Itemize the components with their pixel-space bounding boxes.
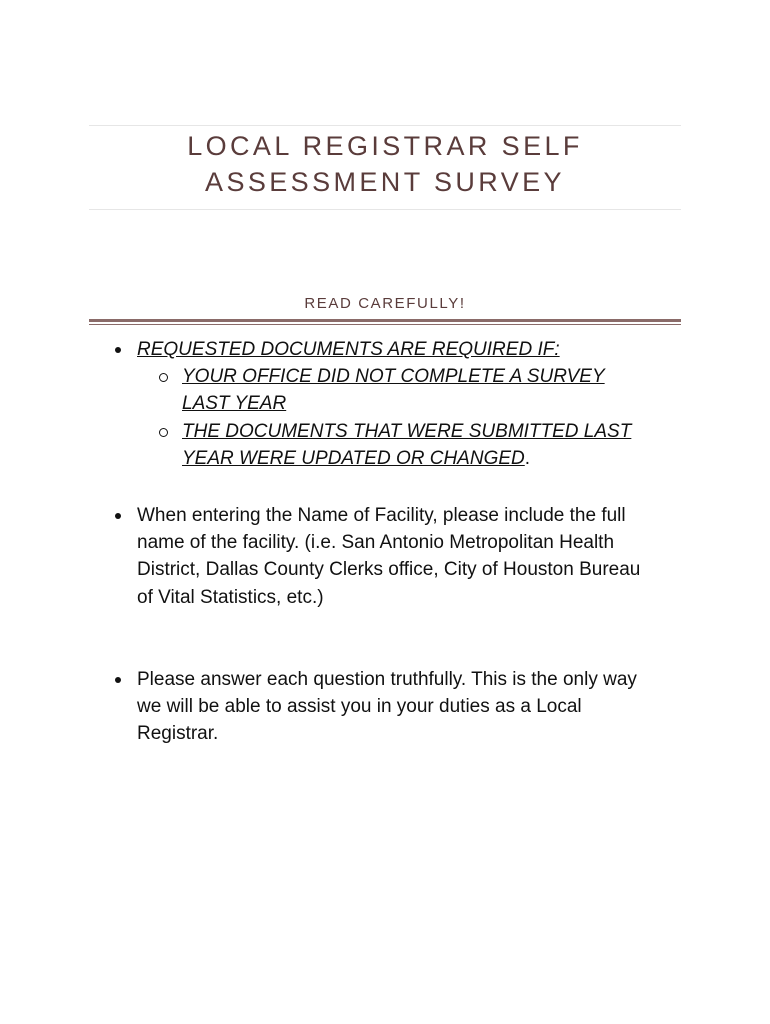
truthful-instruction-line-2: we will be able to assist you in your duties as a Local: [137, 696, 582, 717]
facility-instruction-line-1: When entering the Name of Facility, please include the full: [137, 505, 626, 526]
page-title-line-2: ASSESSMENT SURVEY: [205, 167, 565, 197]
sub-bullet-2-line-2: YEAR WERE UPDATED OR CHANGED: [182, 448, 525, 469]
facility-instruction-line-4: of Vital Statistics, etc.): [137, 587, 324, 608]
sub-bullet-2-line-2-wrap: [182, 445, 530, 472]
truthful-instruction-line-1: Please answer each question truthfully. This is the only way: [137, 669, 637, 690]
sub-bullet-1-line-2: LAST YEAR: [182, 393, 287, 414]
sub-bullet-2-period: .: [524, 448, 531, 469]
facility-instruction-line-2: name of the facility. (i.e. San Antonio Metropolitan Health: [137, 532, 615, 553]
bullet-dot-icon: [115, 513, 121, 519]
facility-instruction-line-3: District, Dallas County Clerks office, City of Houston Bureau: [137, 559, 641, 580]
bullet-dot-icon: [115, 677, 121, 683]
divider-thin: [89, 324, 681, 325]
open-circle-icon: [159, 428, 168, 437]
read-carefully-heading: READ CAREFULLY!: [304, 295, 466, 312]
page-title-line-1: LOCAL REGISTRAR SELF: [187, 131, 583, 161]
truthful-instruction-line-3: Registrar.: [137, 723, 219, 744]
title-block: [89, 125, 681, 210]
required-if-heading: REQUESTED DOCUMENTS ARE REQUIRED IF:: [137, 339, 560, 360]
divider-thick: [89, 319, 681, 322]
open-circle-icon: [159, 373, 168, 382]
sub-bullet-1-line-1: YOUR OFFICE DID NOT COMPLETE A SURVEY: [182, 366, 605, 387]
bullet-dot-icon: [115, 347, 121, 353]
sub-bullet-2-line-1: THE DOCUMENTS THAT WERE SUBMITTED LAST: [182, 421, 632, 442]
